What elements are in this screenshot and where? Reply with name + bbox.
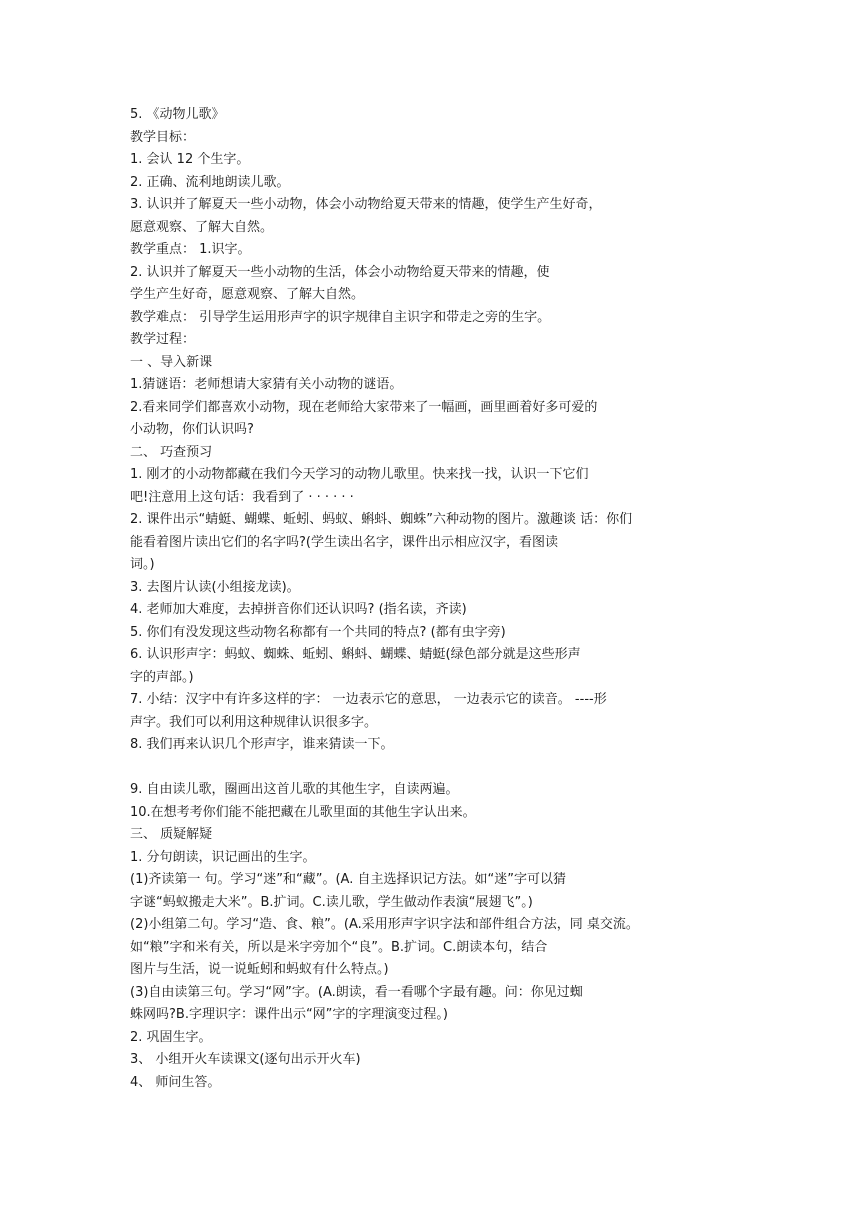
paragraph-line: (2)小组第二句。学习“造、食、粮”。(A.采用形声字识字法和部件组合方法，同 桌交流。 <box>130 917 639 932</box>
paragraph-line: 2. 课件出示“蜻蜓、蝴蝶、蚯蚓、蚂蚁、蝌蚪、蜘蛛”六种动物的图片。激趣谈 话：你们 <box>130 512 633 527</box>
paragraph-line: (3)自由读第三句。学习“网”字。(A.朗读，看一看哪个字最有趣。问：你见过蜘 <box>130 984 583 1000</box>
section-heading-intro: 一 、导入新课 <box>130 354 213 370</box>
difficulty-heading: 教学难点： 引导学生运用形声字的识字规律自主识字和带走之旁的生字。 <box>130 309 551 325</box>
paragraph-line: 8. 我们再来认识几个形声字，谁来猜读一下。 <box>130 737 394 752</box>
paragraph-line: 2.看来同学们都喜欢小动物，现在老师给大家带来了一幅画，画里画着好多可爱的 <box>130 399 598 415</box>
section-heading-questions: 三、 质疑解疑 <box>130 827 213 842</box>
key-point-item-continued: 学生产生好奇，愿意观察、了解大自然。 <box>130 287 365 302</box>
paragraph-line: 字谜“蚂蚁搬走大米”。B.扩词。C.读儿歌，学生做动作表演“展翅飞”。) <box>130 894 533 910</box>
key-point-item: 2. 认识并了解夏天一些小动物的生活，体会小动物给夏天带来的情趣，使 <box>130 264 550 280</box>
paragraph-line: 10.在想考考你们能不能把藏在儿歌里面的其他生字认出来。 <box>130 804 476 820</box>
objective-item: 2. 正确、流利地朗读儿歌。 <box>130 174 290 190</box>
paragraph-line: 如“粮”字和米有关，所以是米字旁加个“良”。B.扩词。C.朗读本句，结合 <box>130 939 548 955</box>
document-body <box>130 104 740 1094</box>
paragraph-line: 词。) <box>130 557 155 572</box>
lesson-title: 5. 《动物儿歌》 <box>130 107 225 122</box>
paragraph-line: 1. 刚才的小动物都藏在我们今天学习的动物儿歌里。快来找一找，认识一下它们 <box>130 467 589 482</box>
paragraph-line: 能看着图片读出它们的名字吗?(学生读出名字，课件出示相应汉字，看图读 <box>130 534 558 550</box>
paragraph-line: 1.猜谜语：老师想请大家猜有关小动物的谜语。 <box>130 377 403 392</box>
objective-item: 1. 会认 12 个生字。 <box>130 152 250 167</box>
objective-item: 3. 认识并了解夏天一些小动物，体会小动物给夏天带来的情趣，使学生产生好奇， <box>130 197 602 212</box>
paragraph-line: 2. 巩固生字。 <box>130 1029 212 1045</box>
blank-line <box>130 757 740 780</box>
paragraph-line: 3. 去图片认读(小组接龙读)。 <box>130 579 300 595</box>
paragraph-line: 7. 小结：汉字中有许多这样的字： 一边表示它的意思， 一边表示它的读音。 ----形 <box>130 692 607 707</box>
paragraph-line: 吧!注意用上这句话：我看到了 · · · · · · <box>130 489 354 505</box>
paragraph-line: 9. 自由读儿歌，圈画出这首儿歌的其他生字，自读两遍。 <box>130 782 459 797</box>
paragraph-line: 5. 你们有没发现这些动物名称都有一个共同的特点? (都有虫字旁) <box>130 624 506 640</box>
paragraph-line: 蛛网吗?B.字理识字：课件出示“网”字的字理演变过程。) <box>130 1007 448 1022</box>
paragraph-line: (1)齐读第一 句。学习“迷”和“藏”。(A. 自主选择识记方法。如“迷”字可以猜 <box>130 872 566 887</box>
paragraph-line: 6. 认识形声字：蚂蚁、蜘蛛、蚯蚓、蝌蚪、蝴蝶、蜻蜓(绿色部分就是这些形声 <box>130 647 581 662</box>
key-points-heading: 教学重点： 1.识字。 <box>130 242 251 257</box>
paragraph-line: 4、 师问生答。 <box>130 1074 221 1090</box>
paragraph-line: 字的声部。) <box>130 669 194 685</box>
paragraph-line: 1. 分句朗读，识记画出的生字。 <box>130 849 316 865</box>
paragraph-line: 3、 小组开火车读课文(逐句出示开火车) <box>130 1052 361 1067</box>
section-heading-preview: 二、 巧查预习 <box>130 444 213 460</box>
paragraph-line: 4. 老师加大难度，去掉拼音你们还认识吗? (指名读，齐读) <box>130 602 467 617</box>
paragraph-line: 图片与生活，说一说蚯蚓和蚂蚁有什么特点。) <box>130 962 389 977</box>
objective-item-continued: 愿意观察、了解大自然。 <box>130 219 274 235</box>
objectives-heading: 教学目标： <box>130 129 196 145</box>
paragraph-line: 小动物，你们认识吗? <box>130 422 254 437</box>
process-heading: 教学过程： <box>130 332 196 347</box>
paragraph-line: 声字。我们可以利用这种规律认识很多字。 <box>130 714 378 730</box>
